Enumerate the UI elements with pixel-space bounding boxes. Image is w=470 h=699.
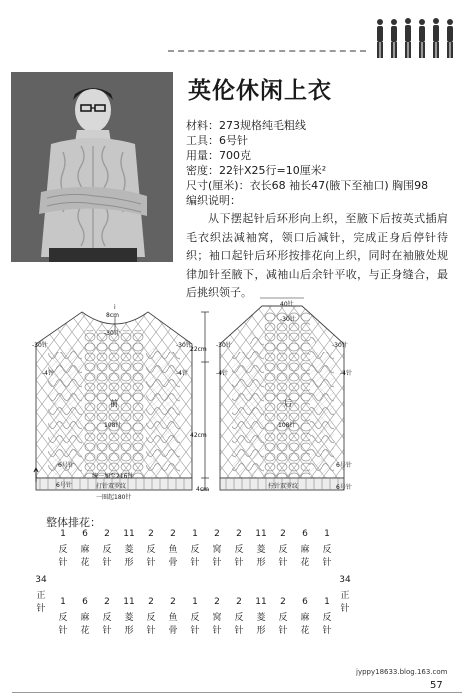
- chart-stitch-label: 反针: [190, 545, 200, 568]
- stitch-arrangement-chart: [0, 528, 470, 668]
- spec-material: 材料：273规格纯毛粗线: [186, 119, 306, 132]
- chart-count: 2: [214, 529, 220, 539]
- neck-mark-label: i: [114, 304, 116, 311]
- back-piece: [220, 306, 344, 490]
- chart-title: 整体排花：: [46, 516, 101, 529]
- front-side-left-label: -4针: [42, 370, 54, 377]
- lower-height-label: 42cm: [190, 432, 207, 439]
- chart-count: 1: [324, 597, 330, 607]
- chart-count: 11: [123, 597, 135, 607]
- chart-count: 2: [280, 529, 286, 539]
- chart-stitch-label: 麻花: [300, 613, 310, 636]
- chart-count: 2: [170, 597, 176, 607]
- chart-stitch-label: 反针: [102, 545, 112, 568]
- chart-stitch-label: 反针: [58, 613, 68, 636]
- side-label-right: 正针: [340, 591, 350, 614]
- chart-stitch-label: 反针: [234, 613, 244, 636]
- back-neck-rows-label: -30针: [280, 316, 296, 323]
- chart-stitch-label: 菱形: [256, 545, 266, 568]
- chart-stitch-label: 鱼骨: [168, 545, 178, 568]
- neck-width-label: 8cm: [106, 312, 119, 319]
- chart-count: 1: [324, 529, 330, 539]
- back-stitch-count: 108针: [278, 422, 296, 429]
- chart-stitch-label: 反针: [278, 613, 288, 636]
- chart-count: 11: [255, 597, 267, 607]
- chart-stitch-label: 鱼骨: [168, 613, 178, 636]
- chart-count: 11: [255, 529, 267, 539]
- sweater-schematic: [0, 292, 470, 510]
- sweater-model-image: [11, 72, 173, 262]
- chart-stitch-label: 麻花: [300, 545, 310, 568]
- cast-on-label: 一圈起180针: [96, 494, 132, 501]
- chart-count: 6: [82, 529, 88, 539]
- front-needle-size-label: 6号针: [58, 462, 74, 469]
- back-needle-size-label: 6号针: [336, 462, 352, 469]
- chart-stitch-label: 反针: [278, 545, 288, 568]
- front-side-right-label: -4针: [176, 370, 188, 377]
- front-rib-label: 打针双罗纹: [96, 483, 127, 490]
- back-side-left-label: -4针: [216, 370, 228, 377]
- spec-tool: 工具：6号针: [186, 134, 248, 147]
- chart-stitch-label: 反针: [58, 545, 68, 568]
- front-neck-rows-label: -30针: [104, 330, 120, 337]
- source-url: jyppy18633.blog.163.com: [356, 668, 448, 676]
- back-rib-label: 拧针双罗纹: [268, 483, 299, 490]
- spec-desc-label: 编织说明：: [186, 194, 241, 207]
- back-side-right-label: -4针: [340, 370, 352, 377]
- chart-count: 1: [192, 597, 198, 607]
- chart-count: 2: [280, 597, 286, 607]
- back-top-width-label: 40针: [280, 301, 294, 308]
- chart-count: 1: [60, 597, 66, 607]
- chart-count: 2: [236, 529, 242, 539]
- front-raglan-left-label: -30针: [32, 342, 48, 349]
- chart-count: 6: [302, 529, 308, 539]
- chart-count: 1: [60, 529, 66, 539]
- chart-count: 11: [123, 529, 135, 539]
- chart-stitch-label: 麻花: [80, 545, 90, 568]
- spec-amount: 用量：700克: [186, 149, 251, 162]
- back-label: 后: [284, 399, 292, 408]
- spec-size: 尺寸(厘米)：衣长68 袖长47(腋下至袖口) 胸围98: [186, 179, 429, 192]
- chart-count: 6: [302, 597, 308, 607]
- chart-stitch-label: 菱形: [124, 613, 134, 636]
- chart-stitch-label: 反针: [102, 613, 112, 636]
- back-hem-needle-label: 6号针: [336, 484, 352, 491]
- chart-stitch-label: 反针: [146, 545, 156, 568]
- back-raglan-right-label: -30针: [332, 342, 348, 349]
- page-title: 英伦休闲上衣: [188, 77, 332, 104]
- chart-stitch-label: 反针: [322, 545, 332, 568]
- front-stitch-count: 108针: [104, 422, 122, 429]
- knitting-instructions: 从下摆起针后环形向上织，至腋下后按英式插肩毛衣织法减袖窝，领口后减针，完成正身后停针待织；袖口起针后环形按排花向上织，同时在袖腋处规律加针至腋下，减袖山后余针平收，与正身缝合，最后挑织领子。: [186, 212, 448, 299]
- chart-count: 2: [236, 597, 242, 607]
- height-dimension: [201, 312, 209, 490]
- chart-count: 2: [148, 529, 154, 539]
- side-count-right: 34: [339, 575, 351, 585]
- chart-count: 2: [104, 529, 110, 539]
- chart-count: 2: [214, 597, 220, 607]
- people-silhouette-icon: [372, 16, 462, 60]
- chart-stitch-label: 反针: [190, 613, 200, 636]
- increase-note: 统一加至216针: [92, 473, 134, 480]
- header-dashed-rule: [168, 50, 366, 52]
- side-count-left: 34: [35, 575, 47, 585]
- chart-stitch-label: 窝针: [212, 545, 222, 568]
- chart-count: 1: [192, 529, 198, 539]
- side-label-left: 正针: [36, 591, 46, 614]
- model-photo: [11, 72, 173, 262]
- front-label: 前: [110, 399, 118, 408]
- chart-stitch-label: 反针: [234, 545, 244, 568]
- chart-count: 6: [82, 597, 88, 607]
- chart-stitch-label: 菱形: [256, 613, 266, 636]
- chart-stitch-label: 菱形: [124, 545, 134, 568]
- chart-count: 2: [104, 597, 110, 607]
- chart-stitch-label: 麻花: [80, 613, 90, 636]
- footer-rule: [12, 692, 462, 693]
- back-raglan-left-label: -30针: [216, 342, 232, 349]
- page-number: 57: [430, 680, 443, 691]
- front-hem-needle-label: 6号针: [56, 482, 72, 489]
- hem-height-label: 4cm: [196, 486, 209, 493]
- chart-stitch-label: 反针: [146, 613, 156, 636]
- chart-count: 2: [170, 529, 176, 539]
- chart-stitch-label: 反针: [322, 613, 332, 636]
- front-raglan-right-label: -30针: [176, 342, 192, 349]
- chart-stitch-label: 窝针: [212, 613, 222, 636]
- upper-height-label: 22cm: [190, 346, 207, 353]
- spec-density: 密度：22针X25行=10厘米²: [186, 164, 327, 177]
- chart-count: 2: [148, 597, 154, 607]
